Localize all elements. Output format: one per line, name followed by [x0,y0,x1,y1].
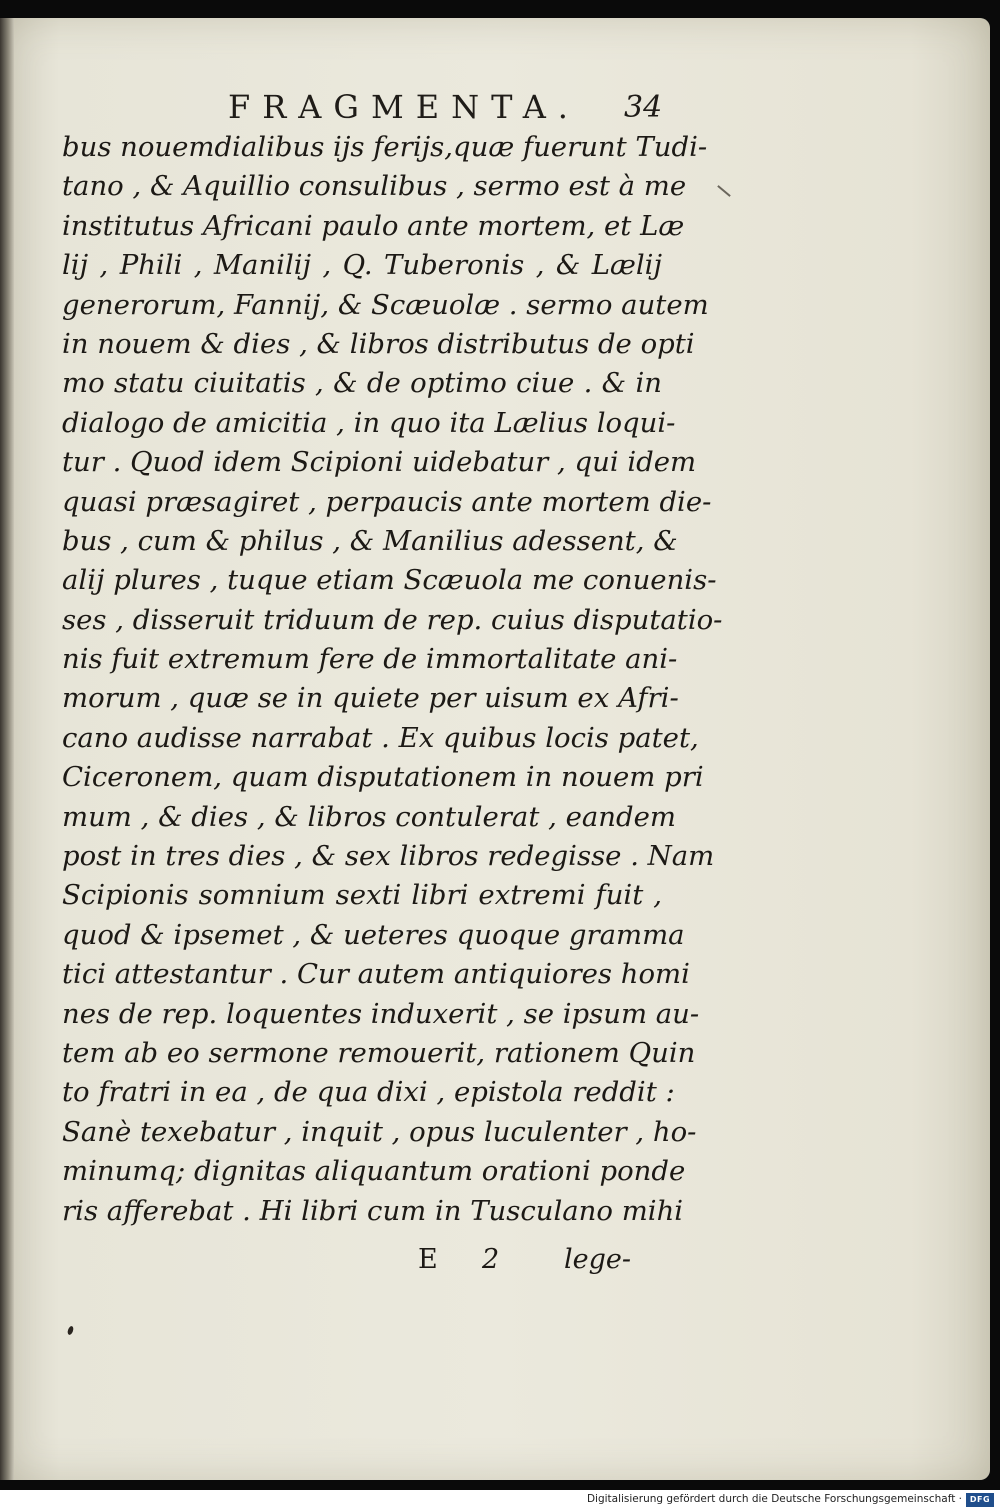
text-line: Scipionis somnium sexti libri extremi fuit , [62,879,662,912]
funding-credit: Digitalisierung gefördert durch die Deutsche Forschungsgemeinschaft · [586,1493,962,1505]
text-line: minumq; dignitas aliquantum orationi ponde [62,1155,686,1188]
text-line: dialogo de amicitia , in quo ita Lælius loqui- [62,406,676,439]
text-line: nes de rep. loquentes induxerit , se ipsum au- [62,997,700,1030]
text-line: quod & ipsemet , & ueteres quoque gramma [62,918,685,951]
text-line: mum , & dies , & libros contulerat , eandem [62,800,676,833]
text-line: bus nouemdialibus ijs ferijs,quæ fuerunt Tudi- [62,131,708,163]
text-line: institutus Africani paulo ante mortem, et Læ [62,209,685,242]
text-line: Sanè texebatur , inquit , opus luculenter , ho- [62,1115,697,1148]
text-line: nis fuit extremum fere de immortalitate ani- [62,643,678,676]
book-spine [0,18,14,1480]
text-line: alij plures , tuque etiam Scæuola me conuenis- [62,564,717,597]
text-line: Ciceronem, quam disputationem in nouem pri [62,761,704,794]
text-line: tici attestantur . Cur autem antiquiores homi [62,958,690,991]
text-line: ris afferebat . Hi libri cum in Tusculano mihi [62,1194,684,1227]
running-head [0,80,1000,130]
page-number: 34 [624,90,663,125]
text-line: cano audisse narrabat . Ex quibus locis patet, [62,721,699,754]
text-line: to fratri in ea , de qua dixi , epistola reddit : [62,1076,675,1109]
dfg-logo-icon: DFG [966,1493,994,1507]
credit-bar [0,1490,1000,1510]
text-line: lij , Phili , Manilij , Q. Tuberonis , & Lælij [62,249,662,282]
text-line: post in tres dies , & sex libros redegisse . Nam [62,840,715,873]
text-line: bus , cum & philus , & Manilius adessent, & [62,524,678,557]
text-line: morum , quæ se in quiete per uisum ex Afri- [62,682,679,715]
catchword: lege- [564,1244,631,1275]
text-line: mo statu ciuitatis , & de optimo ciue . & in [62,367,662,400]
text-line: quasi præsagiret , perpaucis ante mortem die- [62,485,712,518]
text-line: in nouem & dies , & libros distributus de opti [62,327,695,360]
text-line: tur . Quod idem Scipioni uidebatur , qui idem [62,446,697,479]
text-line: generorum, Fannij, & Scæuolæ . sermo autem [62,288,709,321]
text-line: tem ab eo sermone remouerit, rationem Quin [62,1036,696,1069]
text-block [62,128,723,1231]
running-head-title: FRAGMENTA. [228,88,580,126]
signature-mark: E [418,1244,438,1275]
signature-number: 2 [482,1244,500,1275]
text-line: ses , disseruit triduum de rep. cuius disputatio- [62,603,723,636]
text-line: tano , & Aquillio consulibus , sermo est à me [62,170,687,203]
